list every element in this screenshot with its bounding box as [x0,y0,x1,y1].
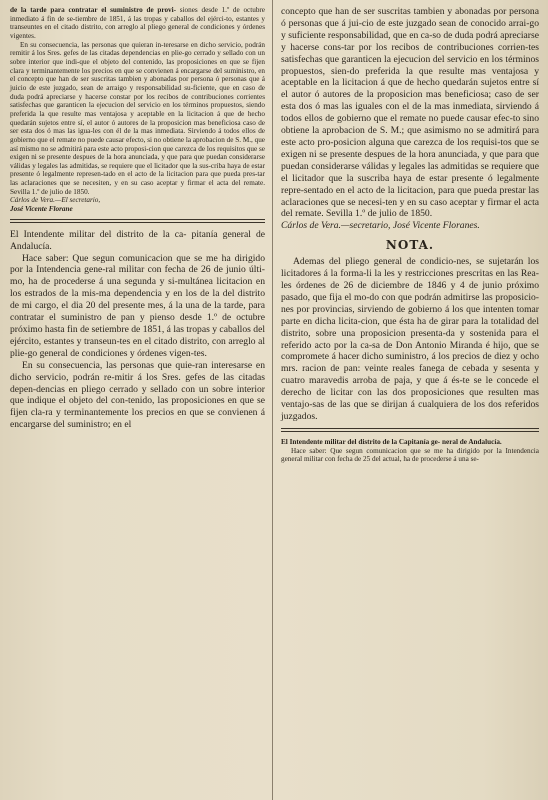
top-notice-para1 [10,6,265,41]
nota-section [281,256,539,423]
top-notice [10,6,265,214]
top-notice-signature-mid: —El secretario, [54,196,101,205]
nota-heading: NOTA. [385,238,435,253]
notice-intendente-para1: Hace saber: Que segun comunicacion que se me ha dirigido por la Intendencia gene-ral militar con fecha de 26 de junio últi-mo, ha de procederse á una segunda y si-multánea licitacion en los estrados de la mis-ma dependencia y en los de la del distrito de mi cargo, el dia 20 del presente mes, á la una de la tarde, para contratar el suministro de pan y pienso desde 1.º de octubre próximo hasta fin de setiembre de 1851, á las tropas y caballos del ejército, estantes y transeun-tes en el citado distrito, con arreglo al plie-go general de condiciones y órdenes vigen-tes. [10,252,265,359]
top-notice-signature-a: Cárlos de Vera. [10,196,55,205]
right-continuation [281,6,539,232]
top-notice-signature-b: José Vicente Florane [10,205,73,214]
bottom-notice-title [281,438,539,447]
right-signature-b: José Vicente Floranes. [392,220,480,232]
right-column [281,6,539,464]
right-signature [281,220,539,232]
top-notice-lead: de la tarde para contratar el suministro de provi- [10,6,177,14]
notice-intendente-title-lead: El Intendente militar del distrito de la ca- [10,228,187,240]
top-notice-rest: siones desde 1.º de octubre inmediato á fin de se-tiembre de 1851, á las tropas y caballos del ejérci-to, estantes y transeuntes en el citado distrito, con arreglo al pliego general de condiciones y órdenes vigentes. [10,6,265,40]
bottom-notice-body: Hace saber: Que segun comunicacion que se me ha dirigido por la Intendencia general militar con fecha de 25 del actual, ha de procederse á una se- [281,446,539,464]
top-notice-signature [10,196,265,213]
bottom-notice [281,438,539,464]
bottom-notice-title-lead: El Intendente militar del distrito de la Capitanía ge- [281,437,441,446]
notice-intendente-title [10,229,265,253]
section-rule-right [281,428,539,432]
column-divider [272,0,273,800]
section-rule [10,219,265,223]
right-signature-mid: —secretario, [340,220,391,232]
notice-intendente-para2: En su consecuencia, las personas que quie-ran interesarse en dicho servicio, podrán re-mitir á los Sres. gefes de las citadas depen-dencias en pliego cerrado y sellado con un sobre interior que indique el objeto del con-tenido, las proposiciones en que se fijen cla-ra y terminantemente los precios en que se convienen á encargarse del suministro; en el [10,359,265,431]
right-signature-a: Cárlos de Vera. [281,220,341,232]
left-column [10,6,265,431]
notice-intendente [10,229,265,431]
top-notice-para2: En su consecuencia, las personas que quieran in-teresarse en dicho servicio, podrán remitir á los Sres. gefes de las citadas dependencias en plie-go cerrado y sellado con un sobre interior que indi-que el objeto del contenido, las proposiciones en que se fijen clara y terminantemente los precios en que se convienen á encargarse del suministro, en el concepto que han de ser suscritas tambien y abonadas por persona ó personas que á juicio de este juzgado, sean de arraigo y responsabilidad su-ficiente, que en caso de duda podrá apreciarse y hacerse constar por los recibos de contribuciones corrientes satisfechas que garanticen la ejecucion del servicio en los términos propuestos, siendo preferida la que resulte mas ventajosa y aceptable en la licitacion á que de hecho quedarán sujetos entre sí, el autor ó autores de la proposicion mas beneficiosa caso de ser esta dos ó mas las igua-les con él de la mas inmediata. Sirviendo á todos ellos de gobierno que el remate no puede causar efecto, si no obtiene la aprobacion de S. M., que así mismo no se admitirá para este acto proposi-cion que carezca de los requisitos que se exigen ni se presente despues de la hora anunciada, y que para que puedan considerarse válidas y legales las admitidas, se requiere que el licitador que la sus-criba haya de estar presente ó legalmente represen-tado en el acto de la licitacion para que pueda pres-tar las aclaraciones que se necesiten, y en su caso aceptar y firmar el acta del remate. Sevilla 1.º de julio de 1850. [10,40,265,196]
notice-intendente-title-rest: pitanía general de Andalucía. [10,228,266,252]
bottom-notice-title-rest: neral de Andalucía. [442,437,502,446]
right-para-top: concepto que han de ser suscritas tambien y abonadas por persona ó personas que á jui-cio de este juzgado sean de conocido arrai-go y suficiente responsabilidad, que en ca-so de duda podrá apreciarse y hacerse cons-tar por los recibos de contribuciones corrien-tes satisfechas que garanticen la ejecucion del servicio en los términos propuestos, sien-do preferida la que resulte mas ventajosa y aceptable en la licitacion á que de hecho quedarán sujetos entre sí el autor ó autores de la proposicion mas beneficiosa; caso de ser esta dos ó mas las iguales con el de la mas inmediata, sirviendo á todos ellos de gobierno que el remate no puede causar efec-to sino obtiene la aprobacion de S. M.; que asimismo no se admitirá para este acto pro-posicion alguna que carezca de los requisi-tos que se exigen ni se presente despues de la hora anunciada, y que para que puedan considerarse válidas y legales las admitidas se requiere que el licitador que la suscriba haya de estar presente ó legalmente repre-sentado en el acto de la licitacion, para que pueda prestar las aclaraciones que se necesi-ten y en su caso aceptar y firmar el acta del remate. Sevilla 1.º de julio de 1850. [281,6,539,220]
nota-body: Ademas del pliego general de condicio-nes, se sujetarán los licitadores á la forma-li la les y restricciones prescritas en las Rea-les órdenes de 26 de diciembre de 1846 y 4 de junio próximo pasado, que fija el mo-do con que podrán admitirse las proposicio-nes por provincias, sirviendo de gobierno á los que intenten tomar parte en dicha licita-cion, que ésta ha de girar para la totalidad del distrito, sobre una proposicion presenta-da y sostenida para el referido acto por la ca-sa de Don Antonio Miranda é hijo, que se compromete á hacer dicho suministro, á los precios de diez y ocho mrs. racion de pan: veinte reales fanega de cebada y sesenta y cuatro maravedis arroba de paja, y que á és-te se le concede el derecho de licitar con las dos proposiciones que resulten mas ventajo-sas de las que se dirijan á cualquiera de los dos referidos juzgados. [281,256,539,422]
